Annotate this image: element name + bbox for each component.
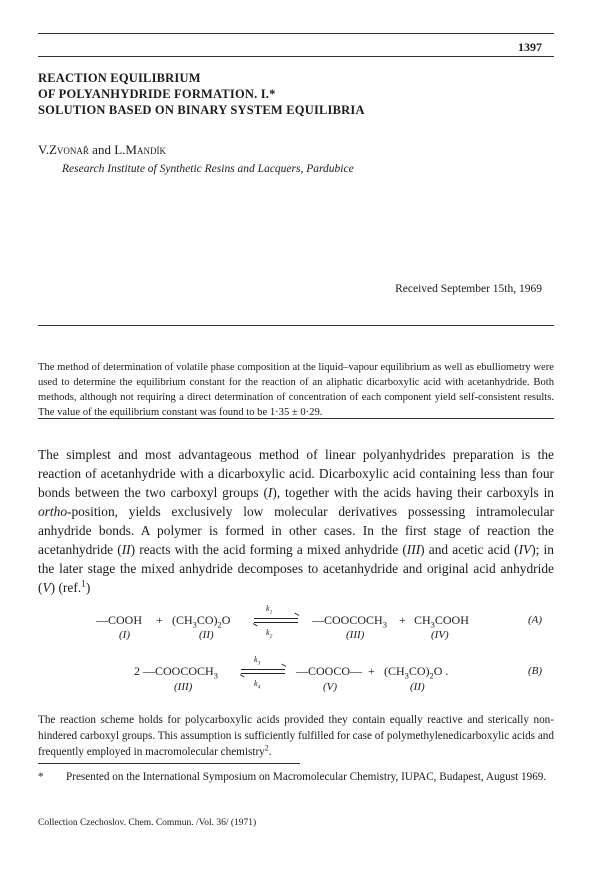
author1-name: Zvonař xyxy=(48,142,89,157)
eq-a-k-forward: $k_1$ xyxy=(266,604,273,616)
ortho-term: ortho xyxy=(38,504,68,519)
eq-a-tag: (A) xyxy=(528,614,543,626)
affiliation: Research Institute of Synthetic Resins and Lacquers, Pardubice xyxy=(62,163,354,175)
eq-a-label-3: (III) xyxy=(346,629,365,641)
body-paragraph-2 xyxy=(38,712,554,760)
body-text: ) reacts with the acid forming a mixed anhydride ( xyxy=(130,542,407,557)
reference-marker: 2 xyxy=(264,743,269,753)
body-paragraph-1 xyxy=(38,445,554,597)
eq-a-product-1: $—COOCOCH_3$ xyxy=(312,613,387,630)
body-text: The reaction scheme holds for polycarboxylic acids provided they contain equally reactive and sterically non-hindered carboxyl groups. This assumption is sufficiently fulfilled for case of polymethylenedicarboxylic acids and frequently employed in macromolecular chemistry xyxy=(38,714,554,758)
header-rule-top xyxy=(38,33,554,34)
eq-a-plus-2: + xyxy=(399,613,406,627)
body-text: . xyxy=(268,746,272,758)
eq-b-label-3: (II) xyxy=(410,681,425,693)
footnote-text: Presented on the International Symposium on Macromolecular Chemistry, IUPAC, Budapest, August 1969. xyxy=(66,771,547,783)
eq-a-k-reverse: $k_2$ xyxy=(266,628,273,640)
abstract: The method of determination of volatile phase composition at the liquid–vapour equilibrium as well as ebulliometry were used to determine the equilibrium constant for the reaction of an aliphatic dicarboxylic acid with acetanhydride. Both methods, although not requiring a direct determination of concentration of each component yield self-consistent results. The value of the equilibrium constant was found to be 1·35 ± 0·29. xyxy=(38,362,554,418)
eq-a-product-2: $CH_3COOH$ xyxy=(414,613,469,630)
eq-b-tag: (B) xyxy=(528,665,543,677)
eq-a-label-4: (IV) xyxy=(431,629,449,641)
abstract-rule-bottom xyxy=(38,418,554,419)
page-number: 1397 xyxy=(518,40,542,54)
article-title xyxy=(38,70,558,118)
eq-b-plus: + xyxy=(368,664,375,678)
author-conjunction: and xyxy=(88,142,115,157)
compound-ref: III xyxy=(406,542,421,557)
eq-a-plus-1: + xyxy=(156,613,163,627)
eq-a-equilibrium-arrows xyxy=(254,616,298,626)
footnote xyxy=(38,769,554,785)
compound-ref: IV xyxy=(518,542,532,557)
received-date: Received September 15th, 1969 xyxy=(395,283,542,295)
author2-name: Mandík xyxy=(125,142,166,157)
body-text: ) and acetic acid ( xyxy=(420,542,519,557)
body-text: -position, yields exclusively low molecular derivatives possessing intramolecular anhydride bonds. A polymer is formed in other cases. In the first stage of reaction the acetanhydride ( xyxy=(38,504,554,557)
title-line-3: SOLUTION BASED ON BINARY SYSTEM EQUILIBRIA xyxy=(38,103,365,117)
eq-b-label-1: (III) xyxy=(174,681,193,693)
eq-b-reactant: 2 $—COOCOCH_3$ xyxy=(134,664,218,681)
footnote-rule xyxy=(38,763,300,764)
author2-initial: L. xyxy=(114,142,126,157)
footnote-marker: * xyxy=(38,771,44,783)
compound-ref: II xyxy=(121,542,131,557)
body-text: ) (ref. xyxy=(50,580,82,595)
body-text: The simplest and most advantageous method of linear polyanhydrides preparation is the reaction of acetanhydride with a dicarboxylic acid. Dicarboxylic acid containing less than four bonds between the two carboxyl groups ( xyxy=(38,447,554,500)
eq-a-label-1: (I) xyxy=(119,629,130,641)
title-line-1: REACTION EQUILIBRIUM xyxy=(38,71,201,85)
author-line xyxy=(38,142,166,158)
body-text: ) xyxy=(85,580,91,595)
eq-a-reactant-2: $(CH_3CO)_2O$ xyxy=(172,613,231,630)
eq-b-equilibrium-arrows xyxy=(241,667,285,677)
body-text: ); in the later stage the mixed anhydride decomposes to acetanhydride and original acid anhydride ( xyxy=(38,542,554,595)
author1-initial: V. xyxy=(38,142,49,157)
eq-b-product-1: —COOCO— xyxy=(296,664,363,678)
eq-b-k-forward: $k_3$ xyxy=(254,655,261,667)
body-text: ), together with the acids having their carboxyls in xyxy=(272,485,554,500)
eq-b-k-reverse: $k_4$ xyxy=(254,679,261,691)
journal-citation: Collection Czechoslov. Chem. Commun. /Vol. 36/ (1971) xyxy=(38,818,257,828)
header-rule-bottom xyxy=(38,56,554,57)
eq-a-label-2: (II) xyxy=(199,629,214,641)
title-line-2: OF POLYANHYDRIDE FORMATION. I.* xyxy=(38,87,276,101)
abstract-rule-top xyxy=(38,325,554,326)
eq-b-product-2: $(CH_3CO)_2O$ . xyxy=(384,664,449,681)
compound-ref: I xyxy=(267,485,273,500)
eq-b-label-2: (V) xyxy=(323,681,338,693)
eq-a-reactant-1: —COOH xyxy=(96,613,143,627)
compound-ref: V xyxy=(42,580,51,595)
reference-marker: 1 xyxy=(81,579,86,590)
